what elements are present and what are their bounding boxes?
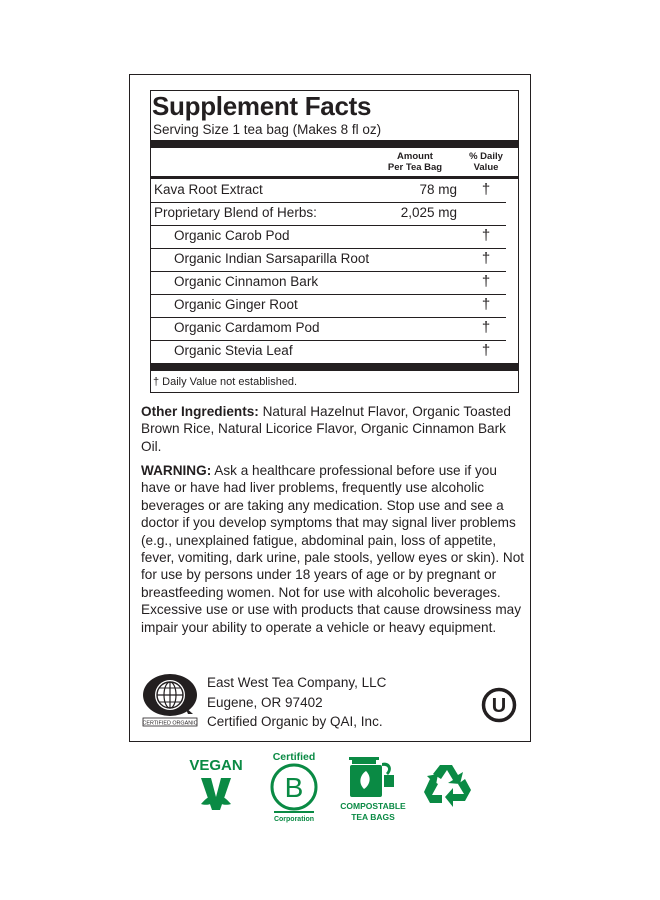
kosher-icon — [481, 687, 517, 723]
dv-footnote: † Daily Value not established. — [153, 376, 298, 388]
bcorp-bottom-text: Corporation — [273, 816, 315, 823]
qai-organic-logo — [141, 673, 199, 732]
row-dv: † — [481, 342, 491, 359]
vegan-icon — [187, 754, 245, 814]
dv-column-header — [466, 151, 506, 173]
thick-rule-bottom — [150, 363, 519, 371]
tea-bag-icon — [336, 749, 410, 827]
facts-row — [151, 179, 506, 203]
row-amount: 2,025 mg — [400, 205, 457, 220]
kosher-logo — [481, 687, 517, 728]
warning-label: WARNING: — [141, 463, 212, 478]
row-dv: † — [481, 227, 491, 244]
row-name: Organic Carob Pod — [174, 228, 290, 243]
bcorp-letter: B — [284, 772, 304, 803]
facts-row — [151, 202, 506, 226]
bcorp-top-text: Certified — [272, 751, 316, 763]
row-name: Organic Stevia Leaf — [174, 343, 293, 358]
certified-by: Certified Organic by QAI, Inc. — [207, 714, 383, 729]
serving-size: Serving Size 1 tea bag (Makes 8 fl oz) — [153, 122, 382, 137]
row-dv: † — [481, 250, 491, 267]
compostable-badge — [336, 749, 410, 832]
amount-header-line2: Per Tea Bag — [387, 162, 443, 173]
bcorp-icon — [264, 749, 324, 823]
dv-header-line2: Value — [473, 162, 499, 173]
ingredients-text: Natural Hazelnut Flavor, Organic Toasted Brown Rice, Natural Licorice Flavor, Organic Cinnamon Bark Oil. — [141, 404, 511, 454]
facts-row — [151, 340, 506, 363]
row-name: Kava Root Extract — [154, 182, 263, 197]
row-name: Proprietary Blend of Herbs: — [154, 205, 317, 220]
row-dv: † — [481, 181, 491, 198]
facts-row — [151, 225, 506, 249]
amount-header-line1: Amount — [397, 151, 433, 162]
other-ingredients — [141, 403, 525, 455]
row-name: Organic Indian Sarsaparilla Root — [174, 251, 370, 266]
recycle-badge — [420, 759, 476, 818]
recycle-icon — [420, 759, 476, 813]
row-dv: † — [481, 296, 491, 313]
facts-row — [151, 271, 506, 295]
amount-column-header — [382, 151, 448, 173]
ingredients-label: Other Ingredients: — [141, 404, 259, 419]
thick-rule-top — [150, 140, 519, 148]
facts-row — [151, 248, 506, 272]
company-city: Eugene, OR 97402 — [207, 694, 323, 710]
bcorp-badge — [264, 749, 324, 828]
qai-caption: CERTIFIED ORGANIC — [142, 720, 198, 727]
kosher-letter: U — [491, 695, 507, 717]
warning-paragraph — [141, 462, 525, 636]
company-info — [207, 673, 386, 732]
facts-row — [151, 317, 506, 341]
warning-text: Ask a healthcare professional before use if you have or have had liver problems, frequently use alcoholic beverages or are taking any medication. Stop use and see a doctor if you develop symptoms that may signal liver problems (e.g., unexplained fatigue, abdominal pain, loss of appetite, fever, vomiting, dark urine, pale stools, yellow eyes or skin). Not for use by persons under 18 years of age or by pregnant or breastfeeding women. Not for use with alcoholic beverages. Excessive use or use with products that cause drowsiness may impair your ability to operate a vehicle or heavy equipment. — [141, 463, 525, 635]
facts-row — [151, 294, 506, 318]
facts-title: Supplement Facts — [152, 91, 372, 121]
row-name: Organic Cinnamon Bark — [174, 274, 319, 289]
row-dv: † — [481, 319, 491, 336]
qai-globe-icon — [141, 673, 199, 727]
compost-line1: COMPOSTABLE — [340, 801, 406, 811]
row-dv: † — [481, 273, 491, 290]
vegan-badge — [187, 754, 245, 819]
company-name: East West Tea Company, LLC — [207, 675, 387, 690]
dv-header-line1: % Daily — [469, 151, 503, 162]
vegan-text: VEGAN — [189, 757, 243, 774]
compost-line2: TEA BAGS — [351, 812, 395, 822]
row-name: Organic Cardamom Pod — [174, 320, 320, 335]
row-amount: 78 mg — [419, 182, 457, 197]
row-name: Organic Ginger Root — [174, 297, 298, 312]
